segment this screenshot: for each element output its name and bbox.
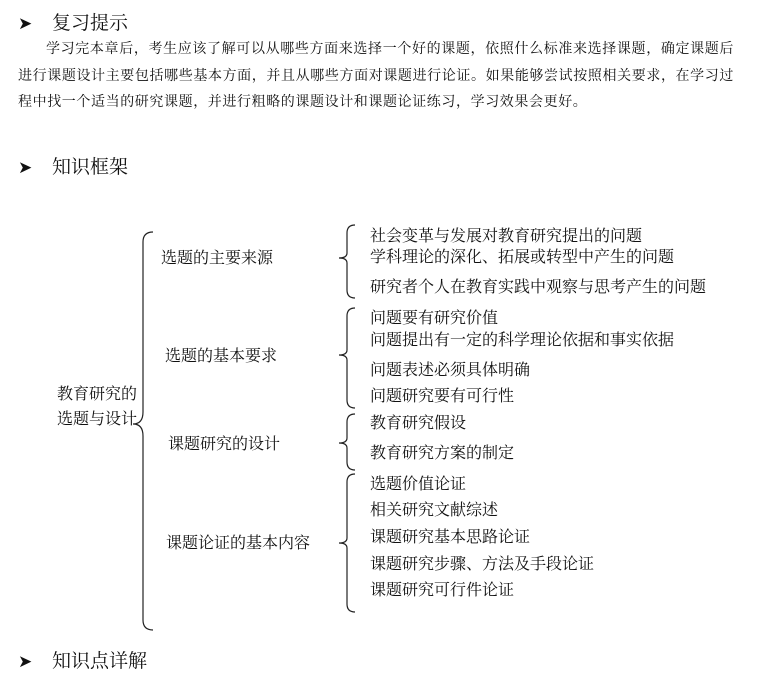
heading-text: 复习提示 [52, 12, 129, 34]
heading-text: 知识框架 [52, 156, 129, 178]
heading-text: 知识点详解 [52, 650, 148, 672]
section-heading-knowledge-details [18, 648, 147, 674]
branch-4-item: 相关研究文献综述 [370, 500, 499, 519]
arrowhead-bullet-icon: ➤ [18, 158, 33, 178]
main-bracket [133, 232, 153, 630]
branch-1-item: 社会变革与发展对教育研究提出的问题 [370, 226, 643, 245]
branch-2-item: 问题提出有一定的科学理论依据和事实依据 [370, 330, 675, 349]
branch-bracket-4 [339, 474, 355, 612]
intro-paragraph: 学习完本章后，考生应该了解可以从哪些方面来选择一个好的课题，依照什么标准来选择课题，确定课题后进行课题设计主要包括哪些基本方面，并且从哪些方面对课题进行论证。如果能够尝试按照相关要求，在学习过程中找一个适当的研究课题，并进行粗略的课题设计和课题论证练习，学习效果会更好。 [18, 41, 734, 110]
branch-bracket-3 [339, 414, 355, 470]
arrowhead-bullet-icon: ➤ [18, 652, 33, 672]
branch-1-item: 学科理论的深化、拓展或转型中产生的问题 [370, 247, 675, 266]
branch-label-3: 课题研究的设计 [168, 434, 281, 453]
framework-root: 教育研究的选题与设计 [57, 384, 138, 428]
branch-2-item: 问题表述必须具体明确 [370, 360, 531, 379]
branch-2-item: 问题研究要有可行性 [370, 386, 515, 405]
branch-2-item: 问题要有研究价值 [370, 308, 499, 327]
branch-4-item: 课题研究步骤、方法及手段论证 [370, 554, 595, 573]
arrowhead-bullet-icon: ➤ [18, 14, 33, 34]
branch-label-4: 课题论证的基本内容 [166, 533, 311, 552]
branch-1-item: 研究者个人在教育实践中观察与思考产生的问题 [370, 277, 707, 296]
branch-4-item: 课题研究可行件论证 [370, 580, 515, 599]
branch-label-1: 选题的主要来源 [161, 248, 274, 267]
branch-bracket-2 [339, 308, 355, 408]
branch-3-item: 教育研究假设 [370, 413, 467, 432]
branch-3-item: 教育研究方案的制定 [370, 443, 515, 462]
branch-4-item: 选题价值论证 [370, 474, 467, 493]
branch-bracket-1 [339, 225, 355, 298]
branch-label-2: 选题的基本要求 [165, 346, 278, 365]
branch-4-item: 课题研究基本思路论证 [370, 527, 531, 546]
